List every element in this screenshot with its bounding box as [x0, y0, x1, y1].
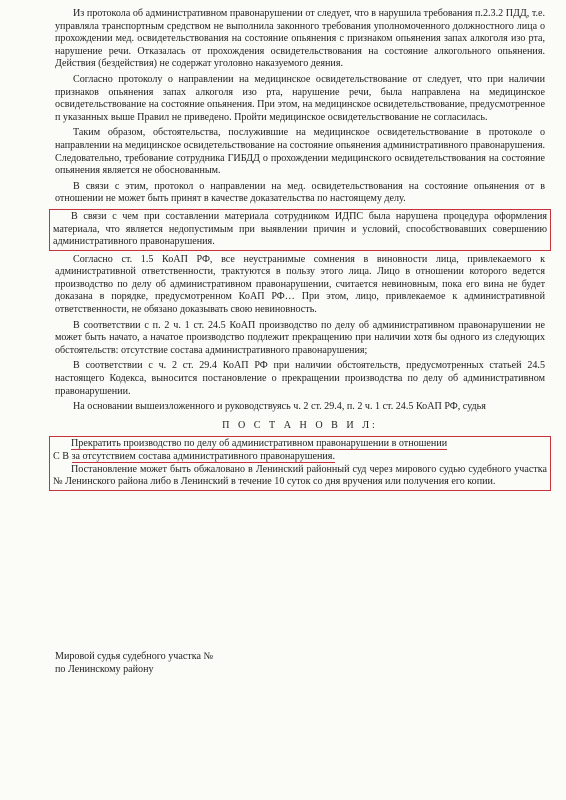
- decree-appeal-text: Постановление может быть обжаловано в Ленинский районный суд через мирового судью судебного участка № Ленинского района либо в Ленинский в течение 10 суток со дня вручения или получения его копии.: [53, 463, 547, 488]
- paragraph-article-24-5: В соответствии с п. 2 ч. 1 ст. 24.5 КоАП производство по делу об административном правонарушении не может быть начато, а начатое производство подлежит прекращению при наличии хотя бы одного из следующих обстоятельств: отсутствие состава административного правонарушения;: [55, 319, 545, 356]
- decree-title: П О С Т А Н О В И Л:: [222, 419, 378, 431]
- document-body: [55, 8, 545, 494]
- signature-judge-title: Мировой судья судебного участка №: [55, 651, 214, 662]
- paragraph-circumstances: Таким образом, обстоятельства, послужившие на медицинское освидетельствование в протоколе о направлении на медицинское освидетельствование на состояние опьянения административного правонарушения. Следовательно, требование сотрудника ГИБДД о прохождении медицинского освидетельствования на состояние опьянения является не обоснованным.: [55, 127, 545, 177]
- highlight-box-procedure-violation: [49, 209, 551, 251]
- decree-line-reason: [53, 451, 547, 464]
- paragraph-protocol-inadmissible: В связи с этим, протокол о направлении на мед. освидетельствования на состояние опьянения от в отношении не может быть принят в качестве доказательства по настоящему делу.: [55, 180, 545, 205]
- decree-name-placeholder: С В: [53, 451, 69, 462]
- decree-line-terminate: [53, 438, 547, 451]
- decree-terminate-text: Прекратить производство по делу об административном правонарушении в отношении: [71, 438, 448, 450]
- paragraph-article-29-4: В соответствии с ч. 2 ст. 29.4 КоАП РФ при наличии обстоятельств, предусмотренных статьей 24.5 настоящего Кодекса, выносится постановление о прекращении производства по делу об административном правонарушении.: [55, 360, 545, 397]
- decree-reason-text: за отсутствием состава административного правонарушения.: [71, 451, 335, 462]
- paragraph-presumption-innocence: Согласно ст. 1.5 КоАП РФ, все неустранимые сомнения в виновности лица, привлекаемого к административной ответственности, трактуются в пользу этого лица. Лицо в отношении которого ведется производство по делу об административном правонарушении, считается невиновным, пока его вина не будет доказана в порядке, предусмотренном КоАП РФ… При этом, лицо, привлекаемое к административной ответственности, не обязано доказывать свою невиновность.: [55, 253, 545, 316]
- paragraph-procedure-violation: В связи с чем при составлении материала сотрудником ИДПС была нарушена процедура оформления материала, что является недопустимым при выявлении причин и условий, способствовавших совершению административного правонарушения.: [53, 210, 547, 248]
- highlight-box-decree: [49, 436, 551, 490]
- signature-block: [55, 650, 213, 676]
- paragraph-grounds: На основании вышеизложенного и руководствуясь ч. 2 ст. 29.4, п. 2 ч. 1 ст. 24.5 КоАП РФ, судья: [73, 401, 486, 413]
- signature-district: по Ленинскому району: [55, 664, 154, 675]
- paragraph-protocol: Из протокола об административном правонарушении от следует, что в нарушила требования п.2.3.2 ПДД, т.е. управляла транспортным средством не выполнила законного требования уполномоченного должностного лица о прохождении мед. освидетельствования на состояние опьянения с признаком опьянения запах алкоголя изо рта, нарушение речи. Отказалась от прохождения освидетельствования на состояние алкогольного опьянения. Действия (бездействия) не содержат уголовно наказуемого деяния.: [55, 8, 545, 70]
- paragraph-medical-referral: Согласно протоколу о направлении на медицинское освидетельствование от следует, что при наличии признаков опьянения запах алкоголя изо рта, нарушение речи, была направлена на медицинское освидетельствование на состояние опьянения. При этом, на медицинское освидетельствование, предусмотренное п указанных выше Правил не приведено. Пройти медицинское освидетельствование не согласилась.: [55, 73, 545, 123]
